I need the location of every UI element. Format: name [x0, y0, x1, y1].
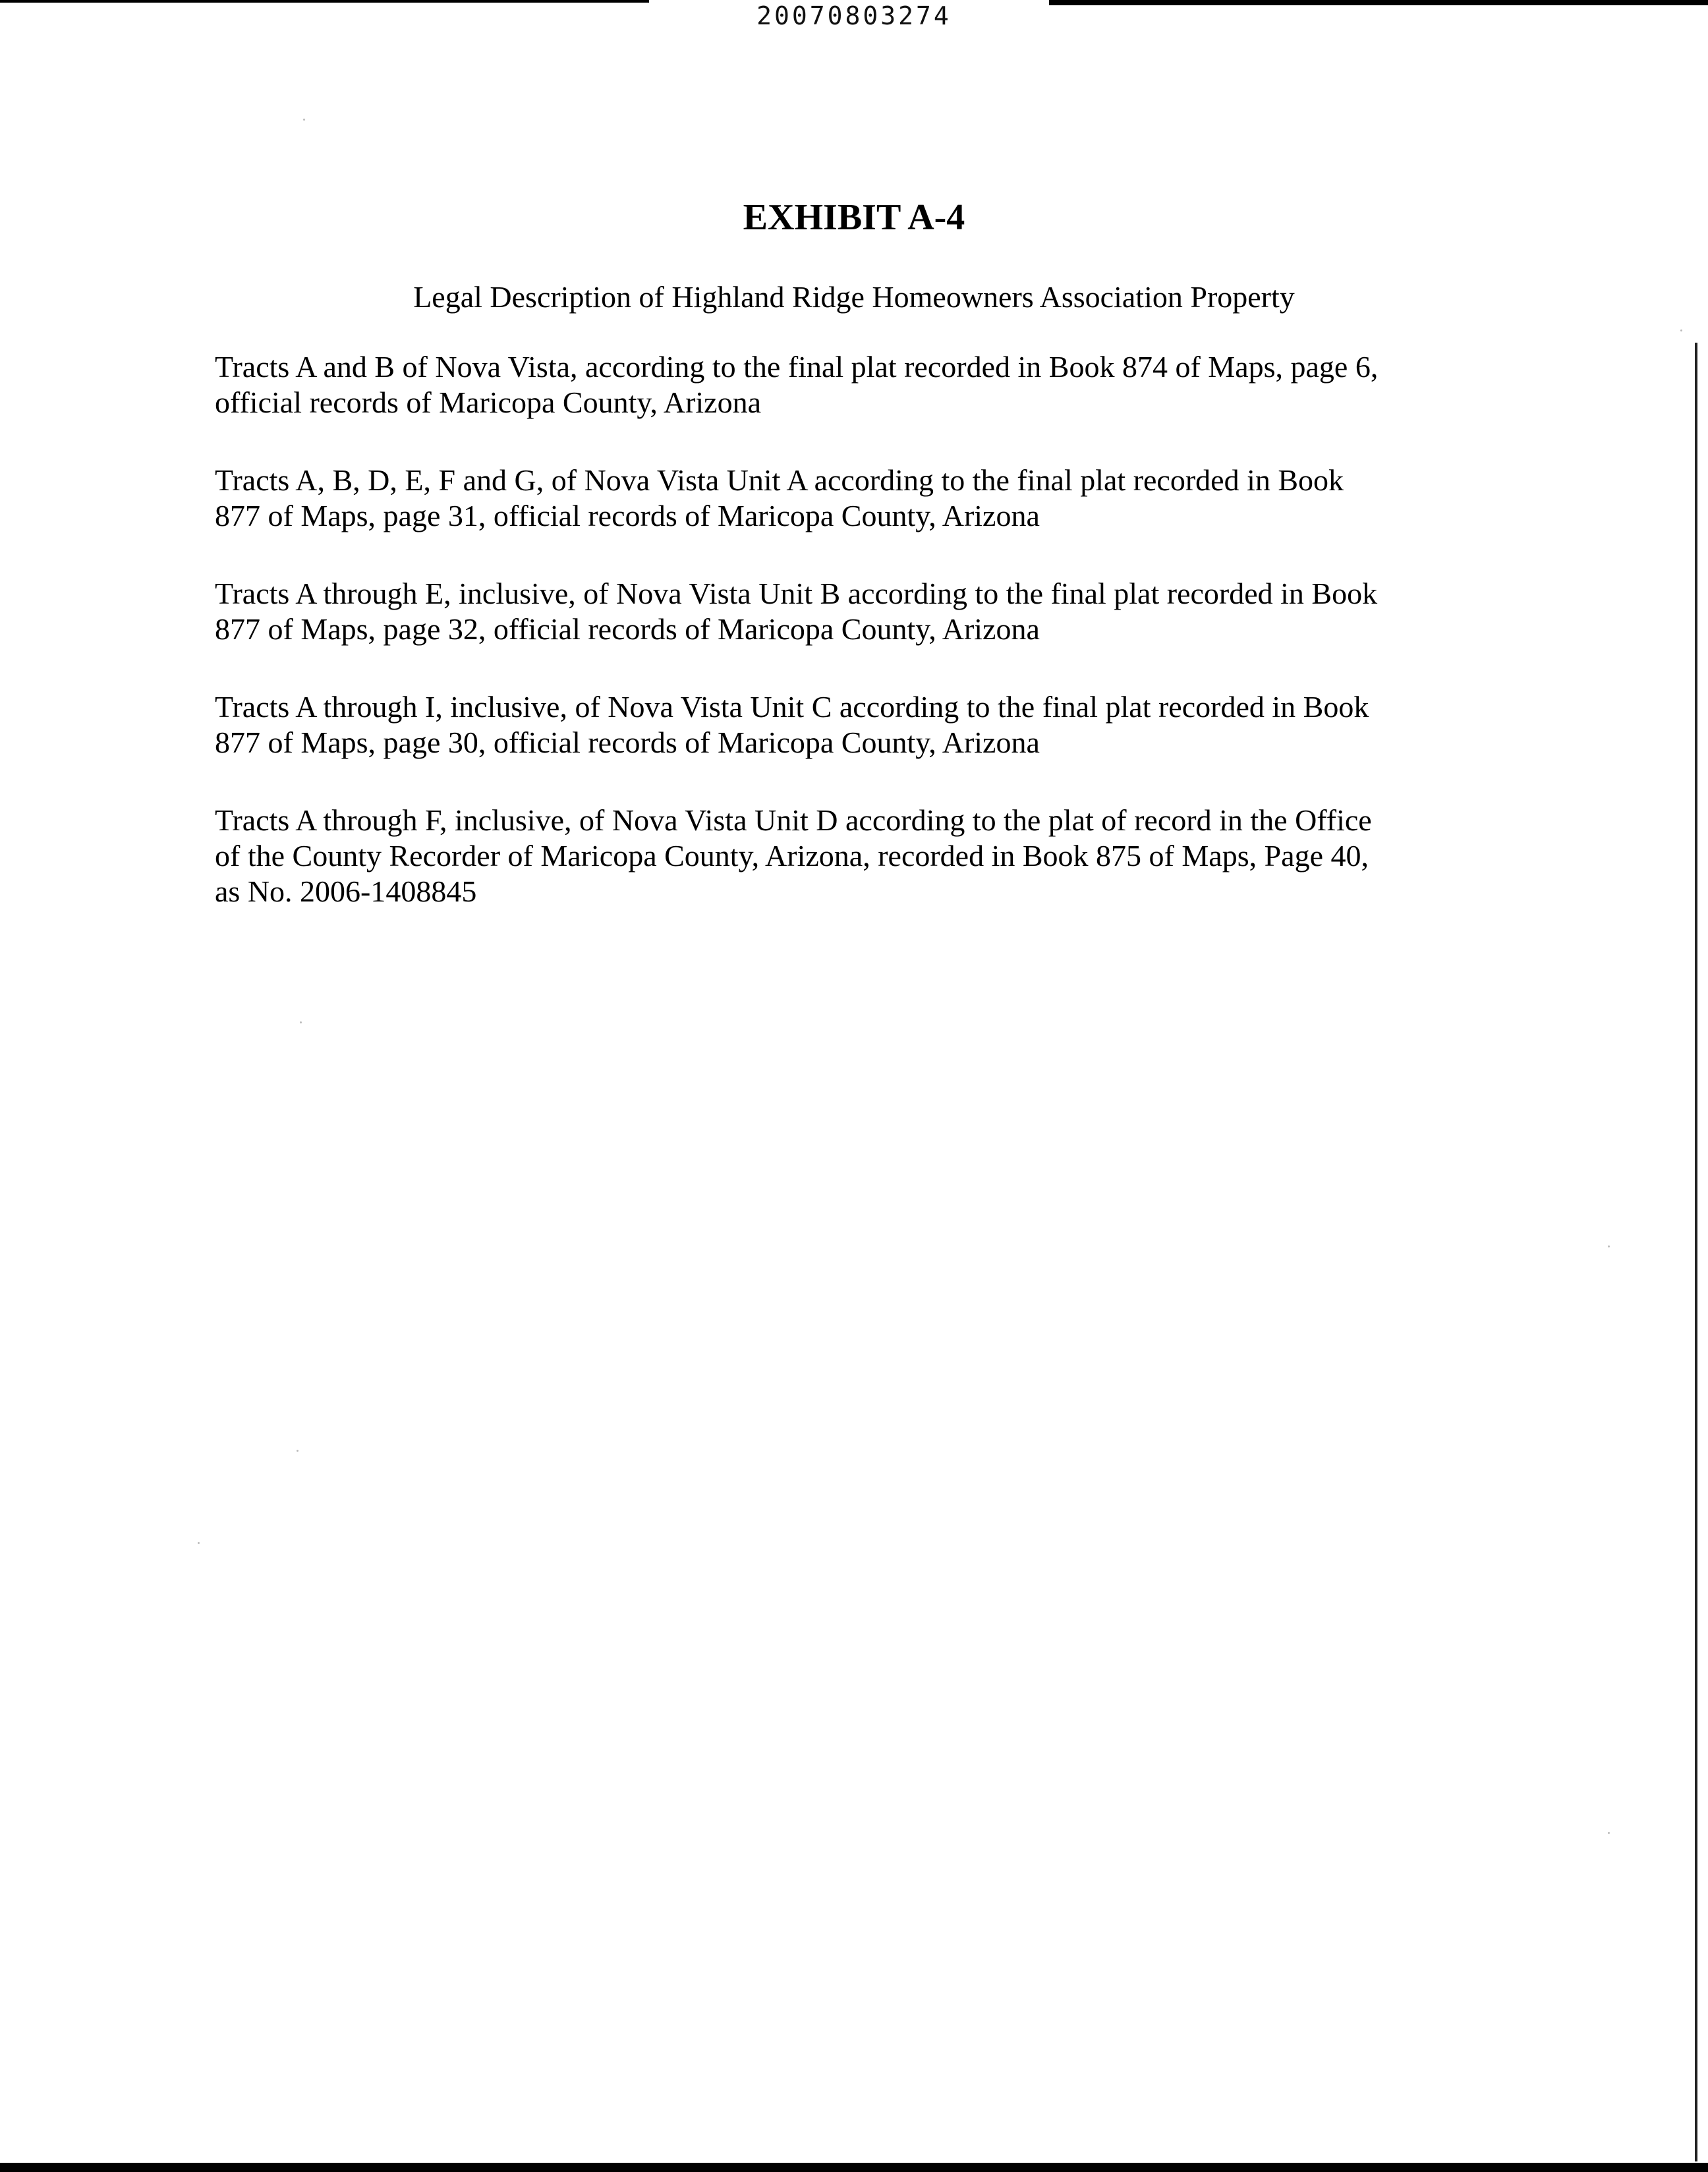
exhibit-title: EXHIBIT A-4 [743, 197, 965, 238]
paragraph-line: Tracts A through F, inclusive, of Nova Vista Unit D according to the plat of record in the Office [215, 803, 1372, 837]
scan-speck [198, 1542, 200, 1544]
legal-description-body [215, 349, 1526, 952]
paragraph-line: Tracts A and B of Nova Vista, according to the final plat recorded in Book 874 of Maps, page 6, [215, 350, 1379, 384]
paragraph-line: Tracts A through E, inclusive, of Nova Vista Unit B according to the final plat recorded in Book [215, 577, 1378, 610]
scan-edge-right [1695, 343, 1697, 2161]
paragraph-line: 877 of Maps, page 31, official records of Maricopa County, Arizona [215, 499, 1040, 532]
tract-paragraph [215, 463, 1526, 534]
scan-speck [1608, 1245, 1610, 1247]
paragraph-line: 877 of Maps, page 30, official records of Maricopa County, Arizona [215, 726, 1040, 759]
paragraph-line: official records of Maricopa County, Arizona [215, 386, 762, 419]
tract-paragraph [215, 349, 1526, 420]
recording-number: 20070803274 [756, 1, 952, 30]
scan-speck [303, 119, 305, 121]
tract-paragraph [215, 576, 1526, 647]
paragraph-line: 877 of Maps, page 32, official records of Maricopa County, Arizona [215, 612, 1040, 646]
tract-paragraph [215, 803, 1526, 909]
scan-speck [297, 1450, 299, 1452]
tract-paragraph [215, 689, 1526, 760]
exhibit-subtitle: Legal Description of Highland Ridge Homeowners Association Property [413, 280, 1295, 314]
paragraph-line: Tracts A through I, inclusive, of Nova Vista Unit C according to the final plat recorded in Book [215, 690, 1369, 724]
scan-edge-bottom [0, 2163, 1708, 2172]
paragraph-line: as No. 2006-1408845 [215, 874, 477, 908]
scan-speck [1608, 1832, 1610, 1834]
scan-speck [1680, 329, 1682, 331]
paragraph-line: of the County Recorder of Maricopa County, Arizona, recorded in Book 875 of Maps, Page 40, [215, 839, 1369, 872]
scan-speck [300, 1021, 302, 1023]
paragraph-line: Tracts A, B, D, E, F and G, of Nova Vista Unit A according to the final plat recorded in Book [215, 463, 1344, 497]
